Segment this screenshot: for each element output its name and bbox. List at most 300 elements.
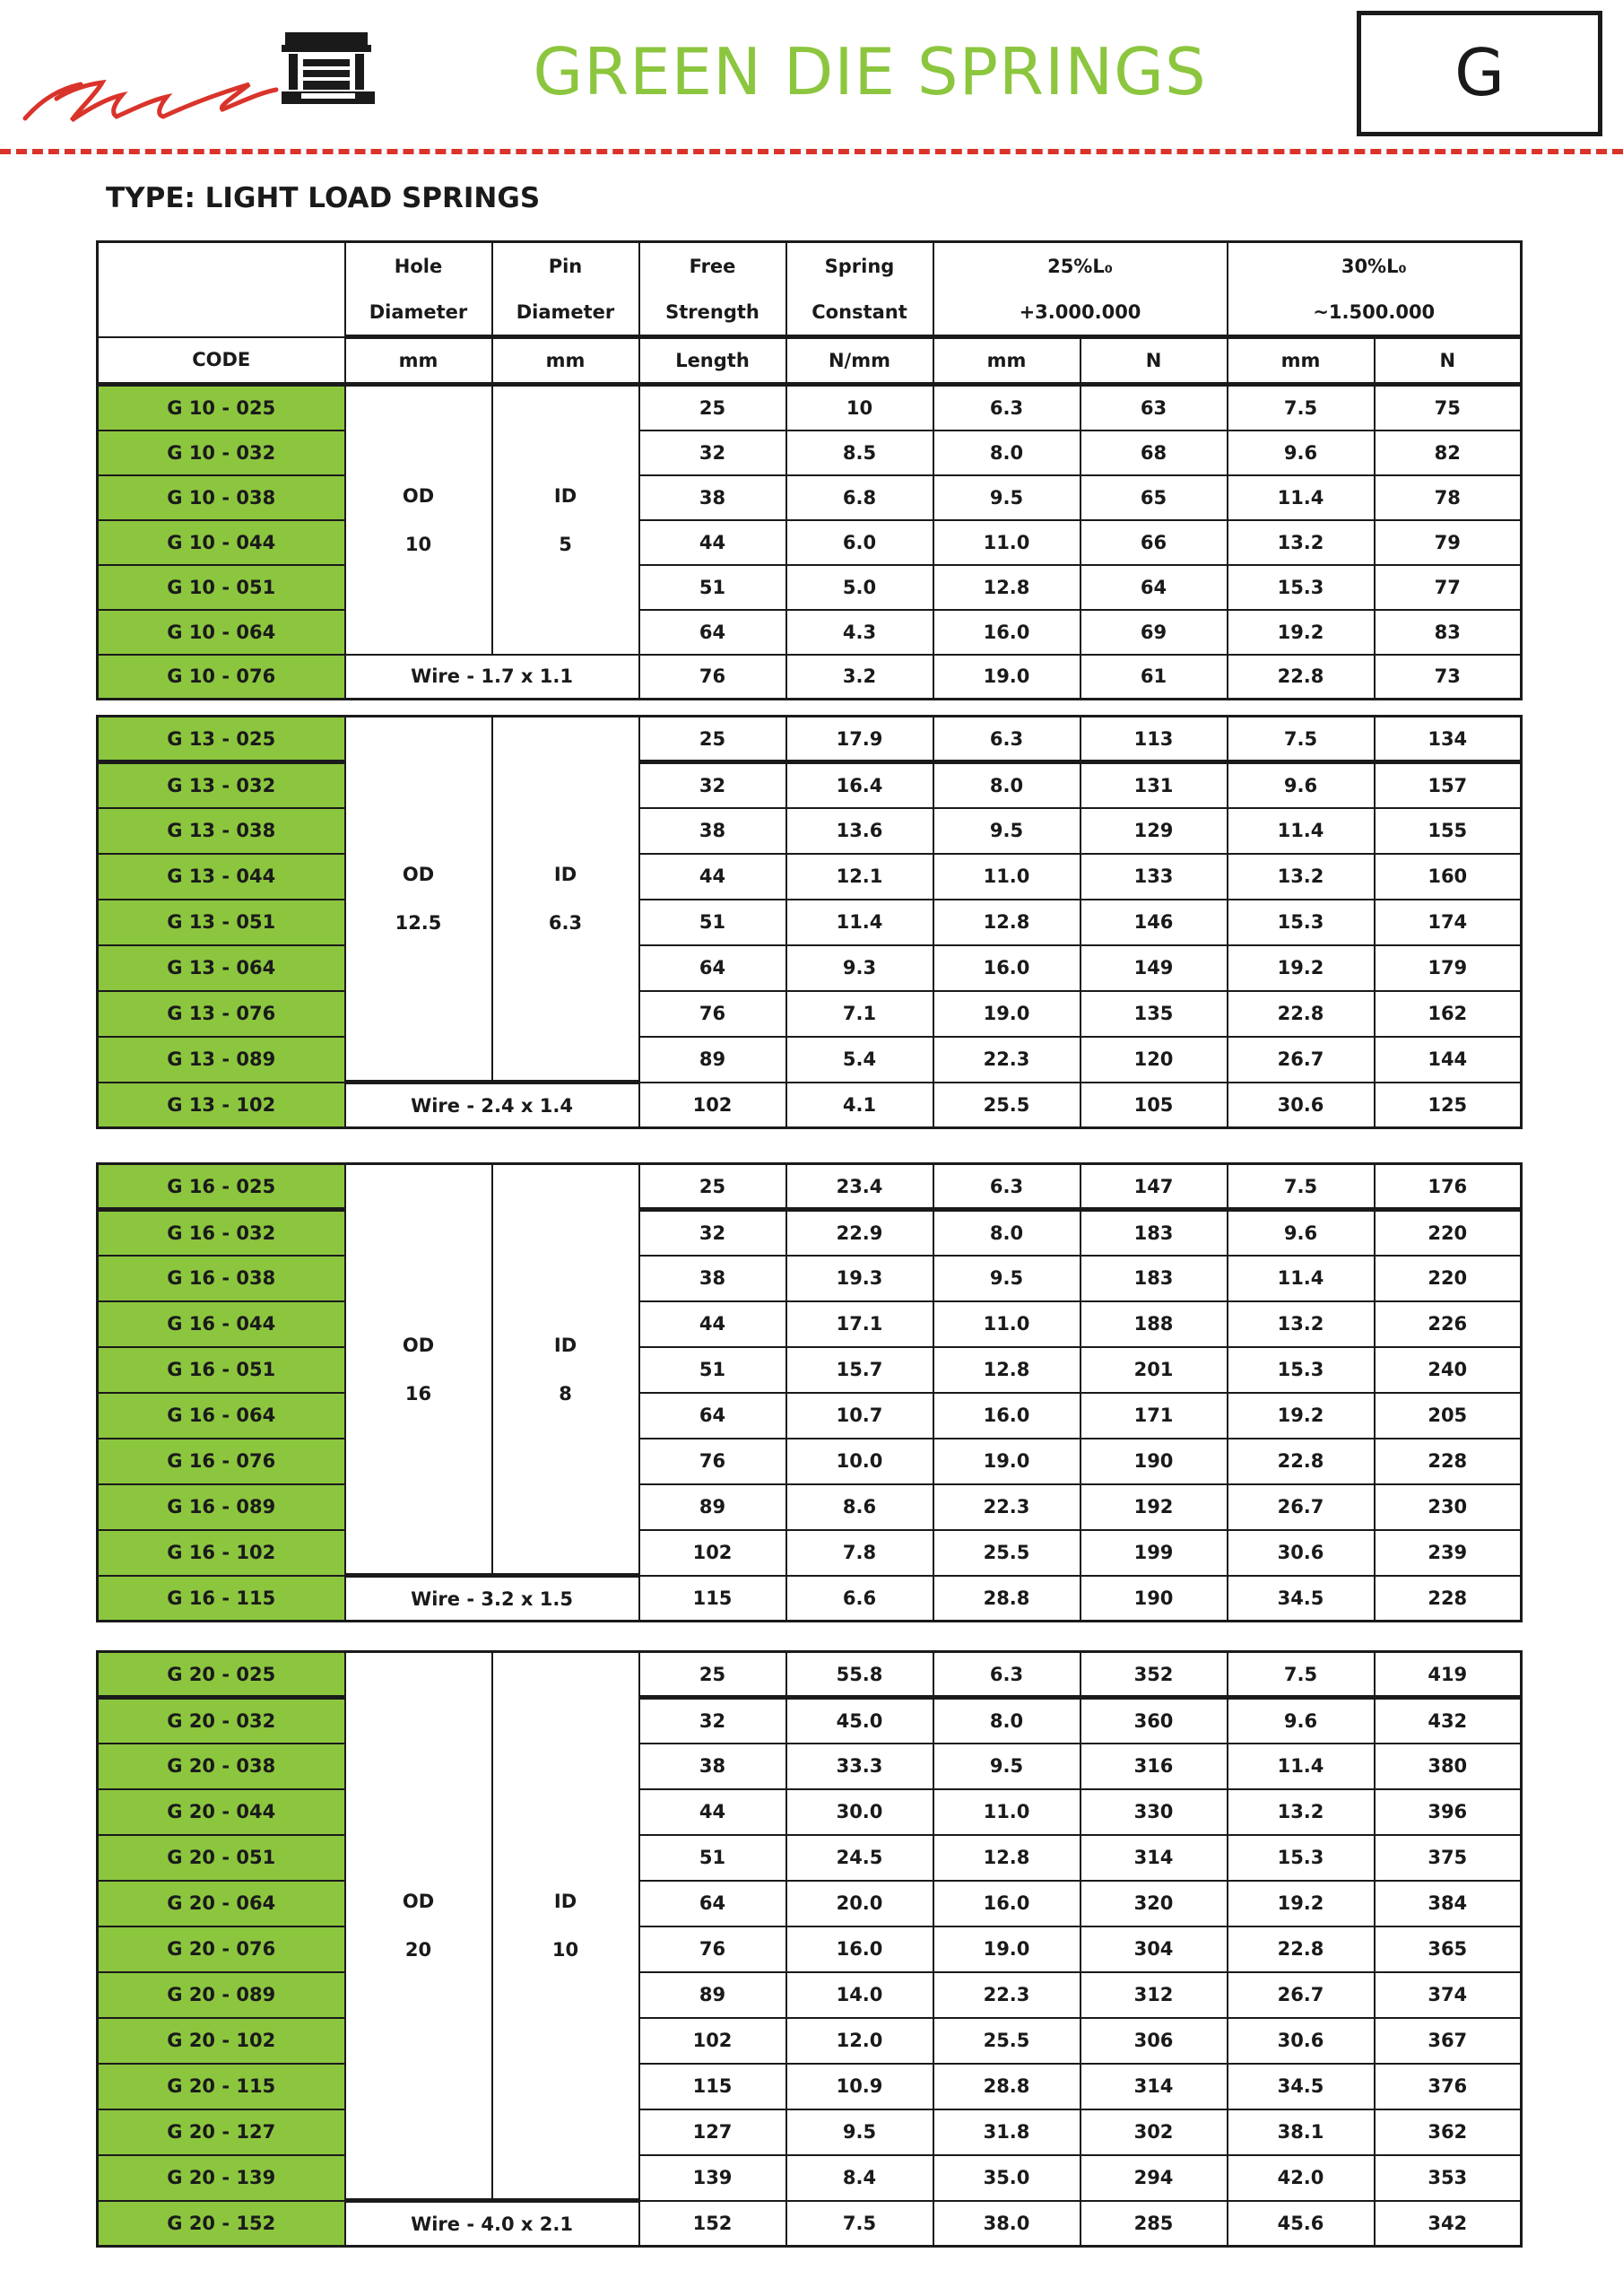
part-code: G 16 - 089 — [98, 1484, 345, 1530]
value-cell: 220 — [1375, 1210, 1522, 1256]
od-value: 10 — [404, 533, 432, 555]
value-cell: 9.6 — [1228, 1698, 1375, 1744]
value-cell: 68 — [1081, 430, 1228, 475]
part-code: G 16 - 102 — [98, 1530, 345, 1576]
value-cell: 199 — [1081, 1530, 1228, 1576]
value-cell: 51 — [639, 900, 786, 945]
header-free: Free — [639, 242, 786, 291]
value-cell: 7.5 — [1228, 1164, 1375, 1210]
spring-group-table — [96, 384, 1523, 700]
value-cell: 25 — [639, 717, 786, 762]
table-row — [98, 1789, 1522, 1835]
value-cell: 312 — [1081, 1972, 1228, 2018]
value-cell: 76 — [639, 655, 786, 700]
value-cell: 38 — [639, 1256, 786, 1301]
value-cell: 28.8 — [933, 1576, 1081, 1622]
value-cell: 7.5 — [1228, 386, 1375, 430]
table-row — [98, 1972, 1522, 2018]
value-cell: 11.4 — [1228, 1744, 1375, 1789]
value-cell: 32 — [639, 430, 786, 475]
value-cell: 32 — [639, 1698, 786, 1744]
value-cell: 8.0 — [933, 762, 1081, 808]
value-cell: 228 — [1375, 1576, 1522, 1622]
wire-size: Wire - 1.7 x 1.1 — [345, 655, 639, 700]
value-cell: 76 — [639, 1439, 786, 1484]
value-cell: 32 — [639, 1210, 786, 1256]
table-row — [98, 1881, 1522, 1926]
value-cell: 7.8 — [786, 1530, 933, 1576]
value-cell: 102 — [639, 2018, 786, 2064]
value-cell: 125 — [1375, 1083, 1522, 1128]
pin-diameter-cell — [492, 1652, 639, 2201]
part-code: G 13 - 089 — [98, 1037, 345, 1083]
value-cell: 6.8 — [786, 475, 933, 520]
value-cell: 9.5 — [933, 475, 1081, 520]
table-row — [98, 1698, 1522, 1744]
value-cell: 115 — [639, 1576, 786, 1622]
part-code: G 16 - 038 — [98, 1256, 345, 1301]
value-cell: 15.3 — [1228, 1347, 1375, 1393]
value-cell: 352 — [1081, 1652, 1228, 1698]
part-code: G 10 - 064 — [98, 610, 345, 655]
value-cell: 304 — [1081, 1926, 1228, 1972]
value-cell: 314 — [1081, 1835, 1228, 1881]
pin-diameter-cell — [492, 717, 639, 1083]
value-cell: 419 — [1375, 1652, 1522, 1698]
table-row — [98, 386, 1522, 430]
value-cell: 6.3 — [933, 386, 1081, 430]
company-logo — [16, 13, 393, 147]
table-row — [98, 2064, 1522, 2109]
value-cell: 76 — [639, 991, 786, 1037]
wire-size: Wire - 3.2 x 1.5 — [345, 1576, 639, 1622]
part-code: G 13 - 032 — [98, 762, 345, 808]
table-row — [98, 808, 1522, 854]
value-cell: 7.1 — [786, 991, 933, 1037]
value-cell: 30.6 — [1228, 1530, 1375, 1576]
value-cell: 102 — [639, 1530, 786, 1576]
value-cell: 26.7 — [1228, 1972, 1375, 2018]
value-cell: 384 — [1375, 1881, 1522, 1926]
part-code: G 20 - 152 — [98, 2201, 345, 2247]
value-cell: 13.2 — [1228, 854, 1375, 900]
value-cell: 105 — [1081, 1083, 1228, 1128]
value-cell: 24.5 — [786, 1835, 933, 1881]
od-value: 20 — [404, 1939, 432, 1961]
spring-group-table — [96, 715, 1523, 1129]
value-cell: 15.3 — [1228, 900, 1375, 945]
wire-size: Wire - 2.4 x 1.4 — [345, 1083, 639, 1128]
value-cell: 19.2 — [1228, 1881, 1375, 1926]
header-unit: N — [1081, 337, 1228, 384]
value-cell: 13.6 — [786, 808, 933, 854]
hole-diameter-cell — [345, 386, 492, 655]
value-cell: 25 — [639, 386, 786, 430]
value-cell: 22.8 — [1228, 655, 1375, 700]
part-code: G 13 - 038 — [98, 808, 345, 854]
id-value: 10 — [551, 1939, 579, 1961]
value-cell: 6.6 — [786, 1576, 933, 1622]
value-cell: 69 — [1081, 610, 1228, 655]
table-row — [98, 854, 1522, 900]
value-cell: 120 — [1081, 1037, 1228, 1083]
header-unit: mm — [492, 337, 639, 384]
value-cell: 396 — [1375, 1789, 1522, 1835]
value-cell: 171 — [1081, 1393, 1228, 1439]
header-unit: mm — [933, 337, 1081, 384]
value-cell: 55.8 — [786, 1652, 933, 1698]
table-row — [98, 2155, 1522, 2201]
table-row — [98, 1393, 1522, 1439]
value-cell: 8.0 — [933, 1210, 1081, 1256]
value-cell: 7.5 — [786, 2201, 933, 2247]
id-label: ID — [553, 1891, 577, 1912]
part-code: G 20 - 064 — [98, 1881, 345, 1926]
value-cell: 7.5 — [1228, 717, 1375, 762]
value-cell: 38.0 — [933, 2201, 1081, 2247]
value-cell: 31.8 — [933, 2109, 1081, 2155]
value-cell: 362 — [1375, 2109, 1522, 2155]
part-code: G 10 - 025 — [98, 386, 345, 430]
part-code: G 16 - 115 — [98, 1576, 345, 1622]
value-cell: 38 — [639, 1744, 786, 1789]
part-code: G 13 - 051 — [98, 900, 345, 945]
value-cell: 22.9 — [786, 1210, 933, 1256]
value-cell: 3.2 — [786, 655, 933, 700]
value-cell: 22.3 — [933, 1484, 1081, 1530]
value-cell: 152 — [639, 2201, 786, 2247]
part-code: G 13 - 025 — [98, 717, 345, 762]
value-cell: 44 — [639, 854, 786, 900]
value-cell: 15.3 — [1228, 565, 1375, 610]
part-code: G 20 - 139 — [98, 2155, 345, 2201]
value-cell: 147 — [1081, 1164, 1228, 1210]
part-code: G 10 - 038 — [98, 475, 345, 520]
value-cell: 4.3 — [786, 610, 933, 655]
value-cell: 176 — [1375, 1164, 1522, 1210]
value-cell: 13.2 — [1228, 520, 1375, 565]
value-cell: 23.4 — [786, 1164, 933, 1210]
value-cell: 174 — [1375, 900, 1522, 945]
value-cell: 135 — [1081, 991, 1228, 1037]
value-cell: 115 — [639, 2064, 786, 2109]
header-strength: Strength — [639, 291, 786, 337]
part-code: G 20 - 044 — [98, 1789, 345, 1835]
value-cell: 316 — [1081, 1744, 1228, 1789]
value-cell: 9.5 — [933, 1744, 1081, 1789]
value-cell: 8.4 — [786, 2155, 933, 2201]
table-row — [98, 2201, 1522, 2247]
wire-size: Wire - 4.0 x 2.1 — [345, 2201, 639, 2247]
table-row — [98, 610, 1522, 655]
value-cell: 134 — [1375, 717, 1522, 762]
value-cell: 11.0 — [933, 1301, 1081, 1347]
value-cell: 12.1 — [786, 854, 933, 900]
value-cell: 14.0 — [786, 1972, 933, 2018]
value-cell: 179 — [1375, 945, 1522, 991]
value-cell: 77 — [1375, 565, 1522, 610]
table-row — [98, 717, 1522, 762]
value-cell: 42.0 — [1228, 2155, 1375, 2201]
value-cell: 22.8 — [1228, 1439, 1375, 1484]
header-cycles-30: ~1.500.000 — [1228, 291, 1522, 337]
value-cell: 11.4 — [786, 900, 933, 945]
part-code: G 20 - 032 — [98, 1698, 345, 1744]
header-unit: N — [1375, 337, 1522, 384]
value-cell: 205 — [1375, 1393, 1522, 1439]
value-cell: 51 — [639, 565, 786, 610]
part-code: G 10 - 051 — [98, 565, 345, 610]
value-cell: 61 — [1081, 655, 1228, 700]
value-cell: 16.0 — [933, 610, 1081, 655]
table-row — [98, 945, 1522, 991]
value-cell: 32 — [639, 762, 786, 808]
id-label: ID — [553, 864, 577, 885]
id-value: 5 — [559, 533, 572, 555]
header-unit: mm — [345, 337, 492, 384]
value-cell: 6.0 — [786, 520, 933, 565]
table-row — [98, 1926, 1522, 1972]
value-cell: 78 — [1375, 475, 1522, 520]
value-cell: 83 — [1375, 610, 1522, 655]
header-constant: Constant — [786, 291, 933, 337]
value-cell: 146 — [1081, 900, 1228, 945]
value-cell: 16.0 — [786, 1926, 933, 1972]
value-cell: 30.6 — [1228, 2018, 1375, 2064]
value-cell: 342 — [1375, 2201, 1522, 2247]
value-cell: 25.5 — [933, 1083, 1081, 1128]
value-cell: 12.8 — [933, 1835, 1081, 1881]
value-cell: 19.0 — [933, 1926, 1081, 1972]
part-code: G 20 - 076 — [98, 1926, 345, 1972]
part-code: G 20 - 025 — [98, 1652, 345, 1698]
spring-group-table — [96, 1650, 1523, 2248]
value-cell: 19.0 — [933, 991, 1081, 1037]
value-cell: 20.0 — [786, 1881, 933, 1926]
value-cell: 22.8 — [1228, 1926, 1375, 1972]
value-cell: 113 — [1081, 717, 1228, 762]
value-cell: 12.8 — [933, 565, 1081, 610]
value-cell: 240 — [1375, 1347, 1522, 1393]
value-cell: 63 — [1081, 386, 1228, 430]
table-row — [98, 900, 1522, 945]
value-cell: 25 — [639, 1652, 786, 1698]
part-code: G 13 - 102 — [98, 1083, 345, 1128]
value-cell: 374 — [1375, 1972, 1522, 2018]
value-cell: 64 — [639, 1393, 786, 1439]
hole-diameter-cell — [345, 717, 492, 1083]
header-30pct: 30%L₀ — [1228, 242, 1522, 291]
od-label: OD — [402, 484, 435, 507]
value-cell: 89 — [639, 1037, 786, 1083]
part-code: G 16 - 025 — [98, 1164, 345, 1210]
value-cell: 65 — [1081, 475, 1228, 520]
value-cell: 376 — [1375, 2064, 1522, 2109]
od-label: OD — [402, 864, 435, 885]
table-row — [98, 1484, 1522, 1530]
value-cell: 11.0 — [933, 1789, 1081, 1835]
value-cell: 11.4 — [1228, 808, 1375, 854]
value-cell: 64 — [639, 945, 786, 991]
part-code: G 20 - 115 — [98, 2064, 345, 2109]
part-code: G 10 - 044 — [98, 520, 345, 565]
value-cell: 162 — [1375, 991, 1522, 1037]
value-cell: 15.7 — [786, 1347, 933, 1393]
value-cell: 320 — [1081, 1881, 1228, 1926]
dashed-divider — [0, 149, 1623, 154]
value-cell: 226 — [1375, 1301, 1522, 1347]
value-cell: 75 — [1375, 386, 1522, 430]
value-cell: 306 — [1081, 2018, 1228, 2064]
value-cell: 314 — [1081, 2064, 1228, 2109]
table-row — [98, 762, 1522, 808]
page-title: GREEN DIE SPRINGS — [533, 34, 1207, 109]
value-cell: 330 — [1081, 1789, 1228, 1835]
value-cell: 230 — [1375, 1484, 1522, 1530]
table-row — [98, 2018, 1522, 2064]
value-cell: 188 — [1081, 1301, 1228, 1347]
value-cell: 79 — [1375, 520, 1522, 565]
table-row — [98, 1037, 1522, 1083]
section-letter-box: G — [1357, 11, 1602, 136]
value-cell: 12.8 — [933, 900, 1081, 945]
part-code: G 16 - 044 — [98, 1301, 345, 1347]
hole-diameter-cell — [345, 1164, 492, 1576]
value-cell: 353 — [1375, 2155, 1522, 2201]
value-cell: 228 — [1375, 1439, 1522, 1484]
value-cell: 16.0 — [933, 1393, 1081, 1439]
part-code: G 20 - 038 — [98, 1744, 345, 1789]
value-cell: 12.8 — [933, 1347, 1081, 1393]
value-cell: 201 — [1081, 1347, 1228, 1393]
header-unit: mm — [1228, 337, 1375, 384]
header-code: CODE — [98, 337, 345, 384]
value-cell: 25.5 — [933, 2018, 1081, 2064]
value-cell: 9.5 — [933, 1256, 1081, 1301]
od-value: 16 — [404, 1382, 432, 1405]
header-blank-cell — [98, 242, 345, 337]
id-label: ID — [553, 1334, 577, 1356]
value-cell: 19.2 — [1228, 610, 1375, 655]
value-cell: 294 — [1081, 2155, 1228, 2201]
value-cell: 19.2 — [1228, 1393, 1375, 1439]
value-cell: 192 — [1081, 1484, 1228, 1530]
part-code: G 16 - 032 — [98, 1210, 345, 1256]
id-value: 8 — [559, 1382, 572, 1405]
value-cell: 89 — [639, 1972, 786, 2018]
table-row — [98, 1083, 1522, 1128]
value-cell: 16.0 — [933, 1881, 1081, 1926]
value-cell: 9.6 — [1228, 430, 1375, 475]
table-row — [98, 1256, 1522, 1301]
value-cell: 8.0 — [933, 430, 1081, 475]
value-cell: 25.5 — [933, 1530, 1081, 1576]
value-cell: 44 — [639, 1789, 786, 1835]
value-cell: 16.4 — [786, 762, 933, 808]
value-cell: 302 — [1081, 2109, 1228, 2155]
part-code: G 13 - 076 — [98, 991, 345, 1037]
table-header — [96, 240, 1523, 385]
table-row — [98, 1301, 1522, 1347]
value-cell: 10.7 — [786, 1393, 933, 1439]
table-row — [98, 565, 1522, 610]
table-row — [98, 430, 1522, 475]
value-cell: 5.0 — [786, 565, 933, 610]
value-cell: 102 — [639, 1083, 786, 1128]
part-code: G 16 - 076 — [98, 1439, 345, 1484]
value-cell: 9.6 — [1228, 762, 1375, 808]
value-cell: 38.1 — [1228, 2109, 1375, 2155]
value-cell: 26.7 — [1228, 1037, 1375, 1083]
value-cell: 11.0 — [933, 854, 1081, 900]
part-code: G 16 - 064 — [98, 1393, 345, 1439]
value-cell: 45.6 — [1228, 2201, 1375, 2247]
value-cell: 34.5 — [1228, 1576, 1375, 1622]
value-cell: 19.3 — [786, 1256, 933, 1301]
value-cell: 22.8 — [1228, 991, 1375, 1037]
value-cell: 51 — [639, 1347, 786, 1393]
value-cell: 13.2 — [1228, 1301, 1375, 1347]
table-row — [98, 655, 1522, 700]
value-cell: 127 — [639, 2109, 786, 2155]
table-row — [98, 991, 1522, 1037]
header-unit: Length — [639, 337, 786, 384]
value-cell: 35.0 — [933, 2155, 1081, 2201]
table-row — [98, 1210, 1522, 1256]
value-cell: 129 — [1081, 808, 1228, 854]
part-code: G 20 - 089 — [98, 1972, 345, 2018]
od-label: OD — [402, 1891, 435, 1912]
value-cell: 10 — [786, 386, 933, 430]
value-cell: 82 — [1375, 430, 1522, 475]
value-cell: 9.5 — [786, 2109, 933, 2155]
value-cell: 30.0 — [786, 1789, 933, 1835]
value-cell: 375 — [1375, 1835, 1522, 1881]
value-cell: 8.0 — [933, 1698, 1081, 1744]
part-code: G 20 - 051 — [98, 1835, 345, 1881]
value-cell: 8.6 — [786, 1484, 933, 1530]
value-cell: 131 — [1081, 762, 1228, 808]
value-cell: 16.0 — [933, 945, 1081, 991]
value-cell: 44 — [639, 520, 786, 565]
value-cell: 220 — [1375, 1256, 1522, 1301]
value-cell: 22.3 — [933, 1037, 1081, 1083]
value-cell: 34.5 — [1228, 2064, 1375, 2109]
value-cell: 239 — [1375, 1530, 1522, 1576]
table-row — [98, 1164, 1522, 1210]
value-cell: 432 — [1375, 1698, 1522, 1744]
hole-diameter-cell — [345, 1652, 492, 2201]
value-cell: 10.9 — [786, 2064, 933, 2109]
value-cell: 28.8 — [933, 2064, 1081, 2109]
id-label: ID — [553, 484, 577, 507]
part-code: G 10 - 032 — [98, 430, 345, 475]
value-cell: 183 — [1081, 1256, 1228, 1301]
value-cell: 12.0 — [786, 2018, 933, 2064]
part-code: G 16 - 051 — [98, 1347, 345, 1393]
value-cell: 9.6 — [1228, 1210, 1375, 1256]
value-cell: 380 — [1375, 1744, 1522, 1789]
spring-type-heading: TYPE: LIGHT LOAD SPRINGS — [106, 182, 541, 214]
value-cell: 64 — [639, 610, 786, 655]
value-cell: 160 — [1375, 854, 1522, 900]
value-cell: 51 — [639, 1835, 786, 1881]
header-diameter: Diameter — [345, 291, 492, 337]
part-code: G 13 - 044 — [98, 854, 345, 900]
value-cell: 4.1 — [786, 1083, 933, 1128]
value-cell: 133 — [1081, 854, 1228, 900]
pin-diameter-cell — [492, 386, 639, 655]
